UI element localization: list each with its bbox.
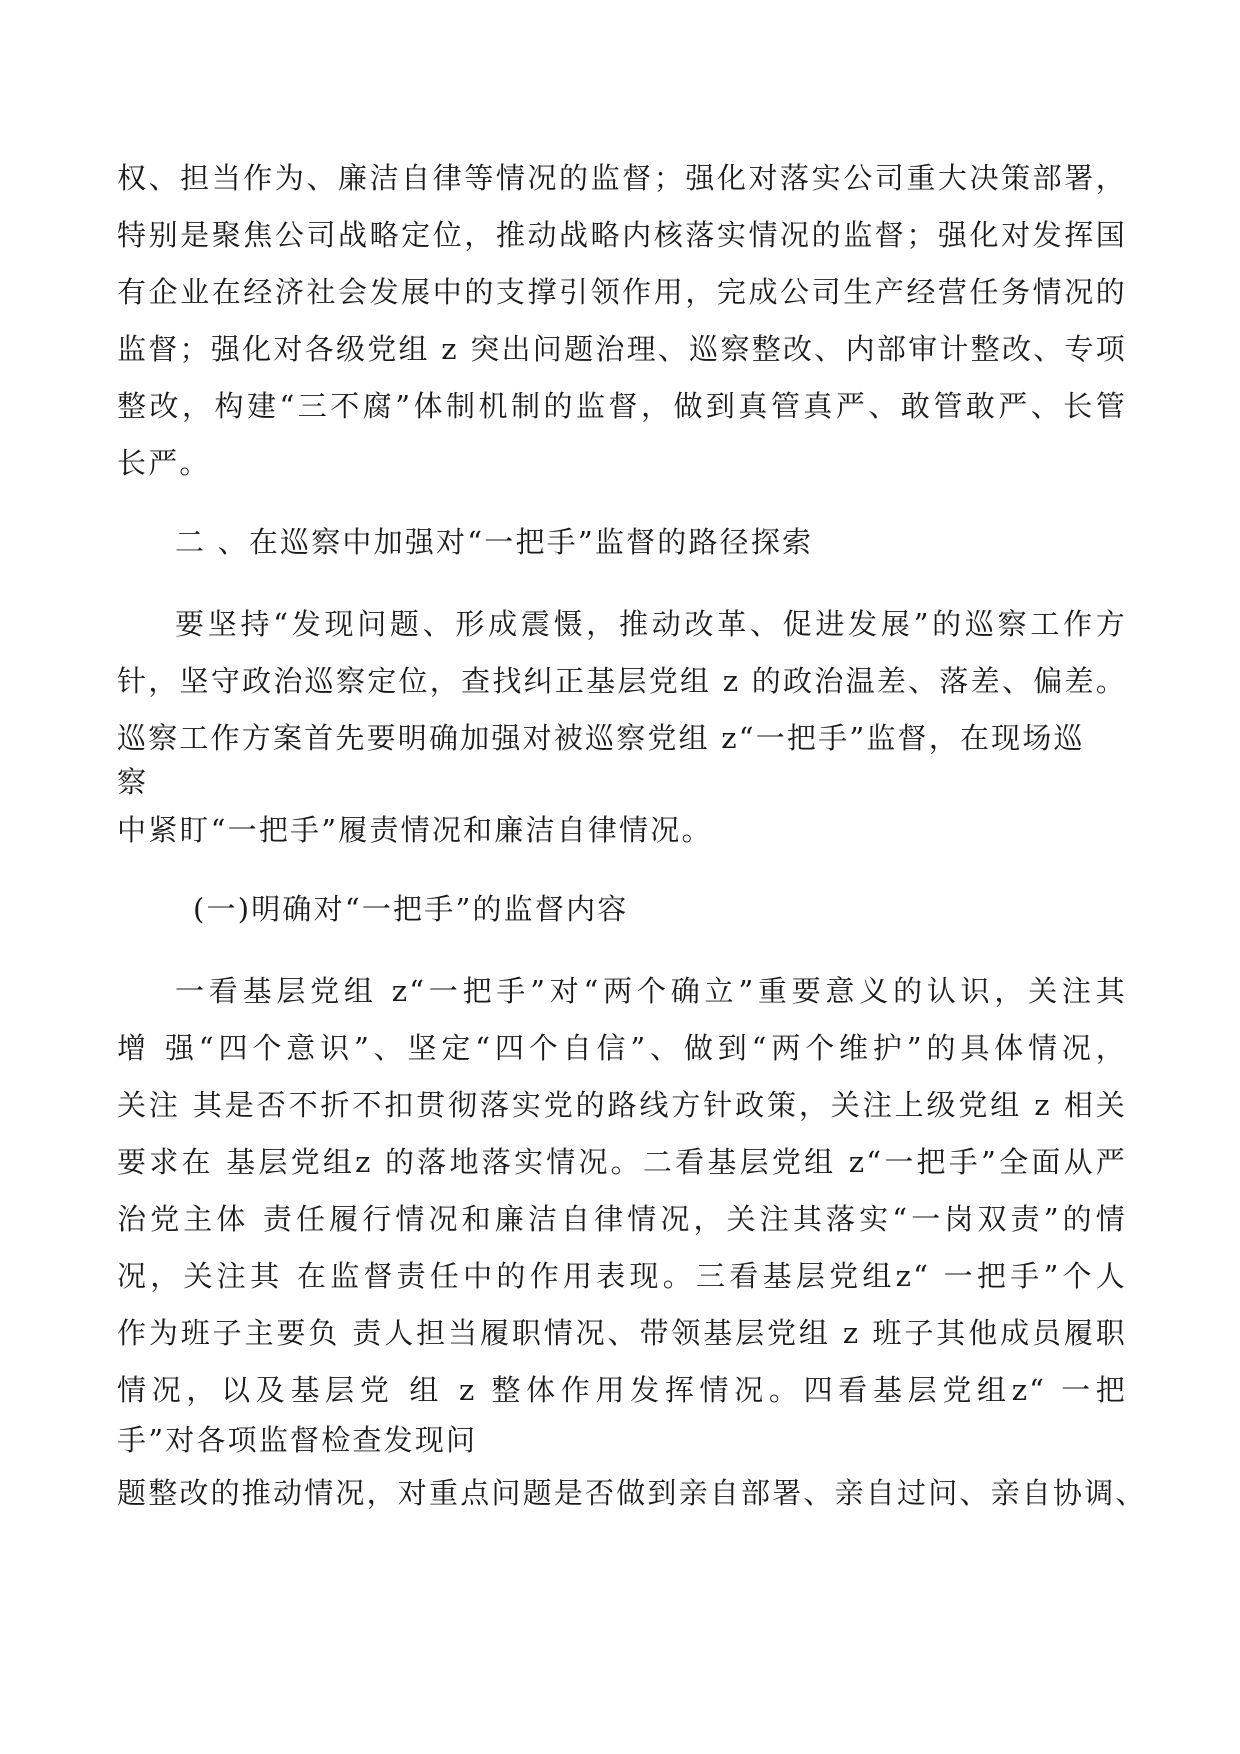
body-text-line: 要坚持“发现问题、形成震慑，推动改革、促进发展”的巡察工作方 <box>175 607 1127 641</box>
body-text-line: 况，关注其 在监督责任中的作用表现。三看基层党组z“ 一把手”个人 <box>117 1259 1127 1293</box>
body-text-line: 察 <box>117 765 149 799</box>
body-text-line: 治党主体 责任履行情况和廉洁自律情况，关注其落实“一岗双责”的情 <box>117 1202 1127 1236</box>
body-text-line: 一看基层党组 z“一把手”对“两个确立”重要意义的认识，关注其 <box>175 974 1127 1008</box>
section-heading: 二 、在巡察中加强对“一把手”监督的路径探索 <box>175 525 814 559</box>
body-text-line: 整改，构建“三不腐”体制机制的监督，做到真管真严、敢管敢严、长管 <box>117 389 1127 423</box>
body-text-line: 手”对各项监督检查发现问 <box>117 1423 478 1457</box>
body-text-line: 巡察工作方案首先要明确加强对被巡察党组 z“一把手”监督，在现场巡 <box>117 721 1085 755</box>
body-text-line: 特别是聚焦公司战略定位，推动战略内核落实情况的监督；强化对发挥国 <box>117 218 1127 252</box>
body-text-line: 情况，以及基层党 组 z 整体作用发挥情况。四看基层党组z“ 一把 <box>117 1373 1127 1407</box>
body-text-line: 题整改的推动情况，对重点问题是否做到亲自部署、亲自过问、亲自协调、 <box>117 1476 1147 1510</box>
body-text-line: 权、担当作为、廉洁自律等情况的监督；强化对落实公司重大决策部署， <box>117 161 1127 195</box>
body-text-line: 中紧盯“一把手”履责情况和廉洁自律情况。 <box>117 813 713 847</box>
body-text-line: 增 强“四个意识”、坚定“四个自信”、做到“两个维护”的具体情况， <box>117 1031 1127 1065</box>
body-text-line: 监督；强化对各级党组 z 突出问题治理、巡察整改、内部审计整改、专项 <box>117 332 1127 366</box>
body-text-line: 作为班子主要负 责人担当履职情况、带领基层党组 z 班子其他成员履职 <box>117 1316 1127 1350</box>
body-text-line: 有企业在经济社会发展中的支撑引领作用，完成公司生产经营任务情况的 <box>117 275 1127 309</box>
subsection-heading: (一)明确对“一把手”的监督内容 <box>193 892 629 926</box>
body-text-line: 针，坚守政治巡察定位，查找纠正基层党组 z 的政治温差、落差、偏差。 <box>117 664 1127 698</box>
body-text-line: 要求在 基层党组z 的落地落实情况。二看基层党组 z“一把手”全面从严 <box>117 1145 1127 1179</box>
body-text-line: 长严。 <box>117 446 211 480</box>
body-text-line: 关注 其是否不折不扣贯彻落实党的路线方针政策，关注上级党组 z 相关 <box>117 1088 1127 1122</box>
